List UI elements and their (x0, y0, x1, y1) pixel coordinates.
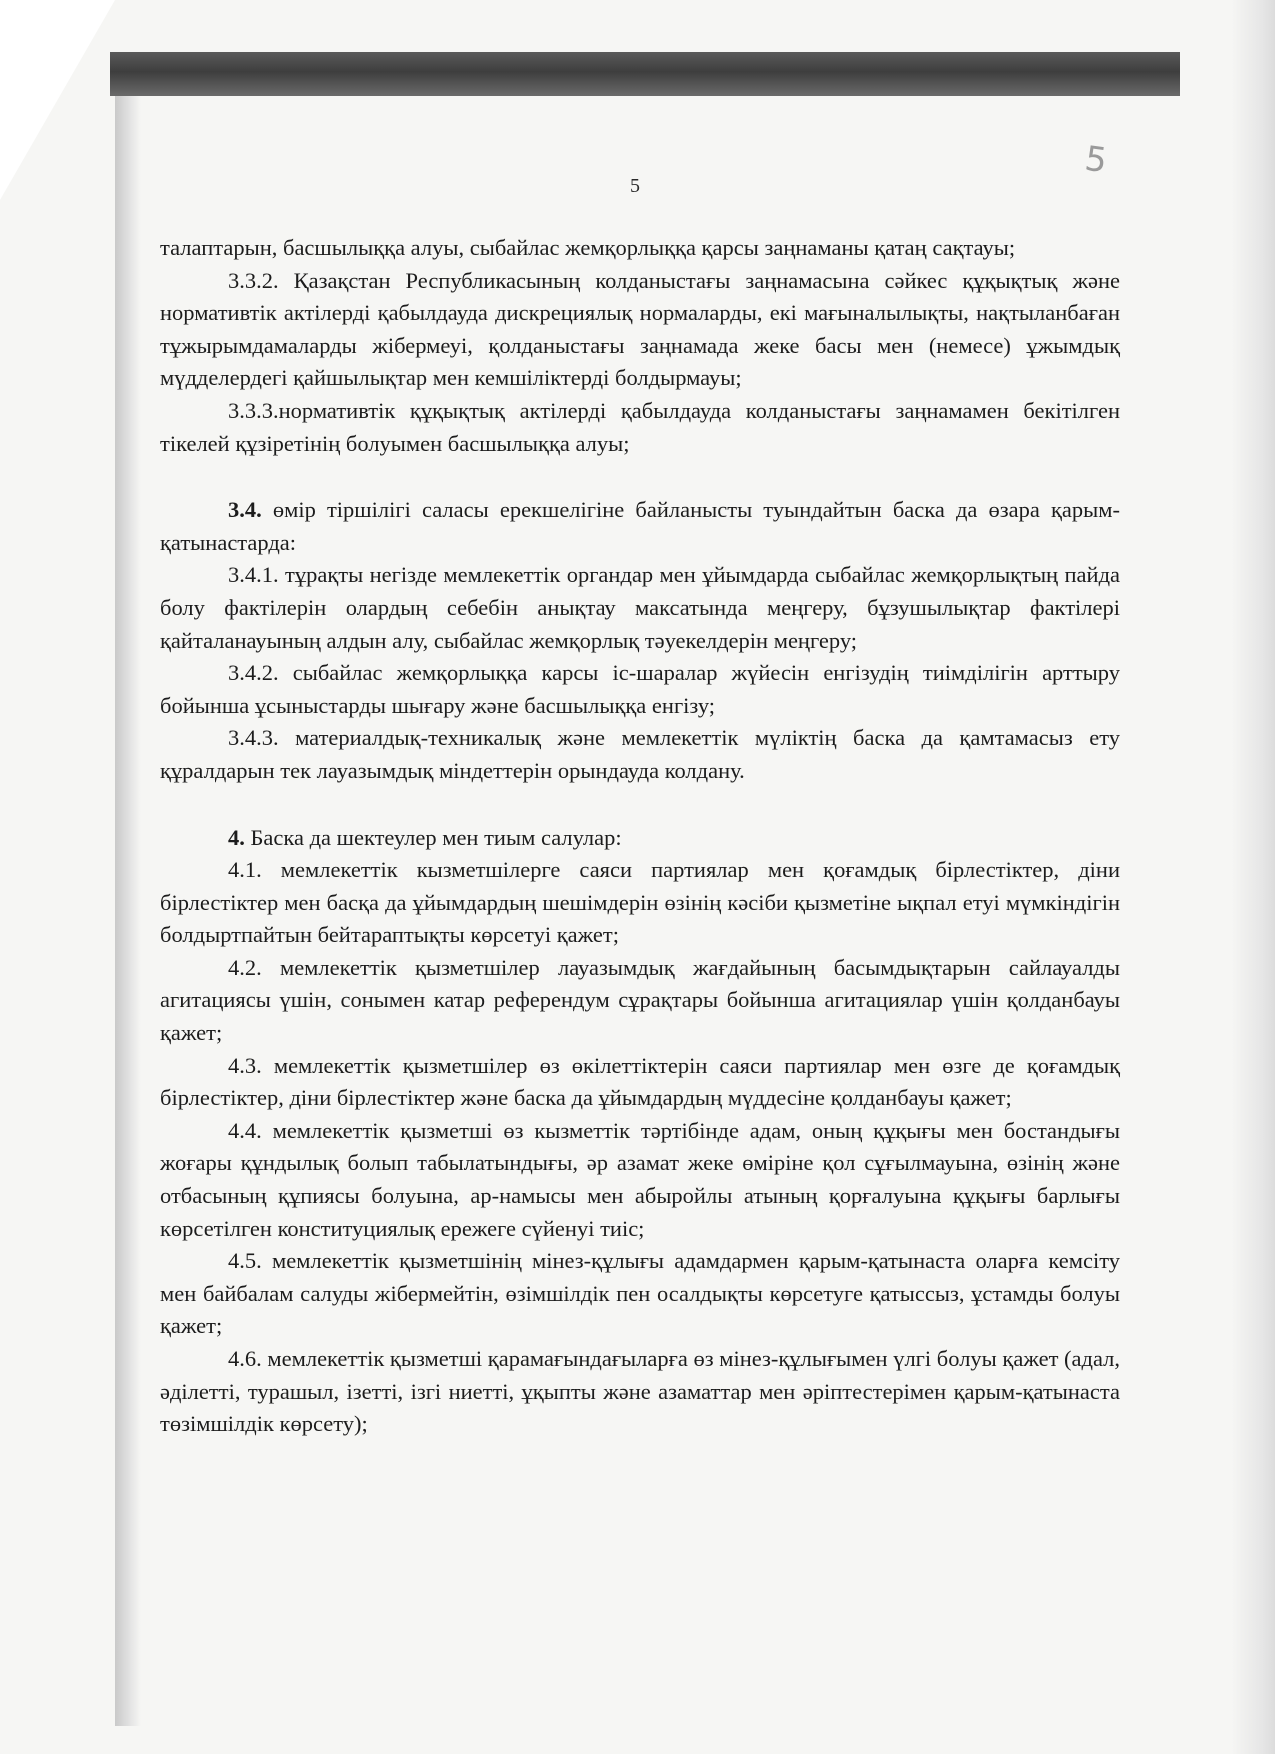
paragraph-text: 4.6. мемлекеттік қызметші қарамағындағыларға өз мінез-құлығымен үлгі болуы қажет (адал, әділетті, турашыл, ізетті, ізгі ниетті, ұқыпты және азаматтар мен әріптестерімен қарым-қатынаста төзімшілдік көрсету); (160, 1346, 1120, 1437)
paragraph-p12 (160, 1245, 1120, 1343)
page-corner-fold (0, 0, 115, 200)
paragraph-p9 (160, 952, 1120, 1050)
paragraph-text: 3.4.2. сыбайлас жемқорлыққа карсы іс-шаралар жүйесін енгізудің тиімділігін арттыру бойынша ұсыныстарды шығару және басшылыққа енгізу; (160, 660, 1120, 718)
paragraph-text: 3.3.3.нормативтік құқықтық актілерді қабылдауда колданыстағы заңнамамен бекітілген тікелей құзіретінің болуымен басшылыққа алуы; (160, 397, 1120, 456)
paragraph-p8 (160, 854, 1120, 952)
paragraph-text: талаптарын, басшылыққа алуы, сыбайлас жемқорлыққа қарсы заңнаманы қатаң сақтауы; (160, 235, 1016, 260)
paragraph-text: Баска да шектеулер мен тиым салулар: (244, 824, 622, 850)
scan-edge-bar (110, 52, 1180, 96)
paragraph-p5 (160, 657, 1120, 722)
binding-shadow (115, 96, 141, 1726)
paragraph-text: 4.3. мемлекеттік қызметшілер өз өкілеттіктерін саяси партиялар мен өзге де қоғамдық бірлестіктер, діни бірлестіктер және баска да ұйымдардың мүддесіне қолданбауы қажет; (160, 1052, 1120, 1111)
paragraph-p11 (160, 1115, 1120, 1245)
paragraph-text: 3.4.1. тұрақты негізде мемлекеттік органдар мен ұйымдарда сыбайлас жемқорлықтың пайда болу фактілерін олардың себебін анықтау максатында меңгеру, бұзушылықтар фактілері қайталанауының алдын алу, сыбайлас жемқорлық тәуекелдерін меңгеру; (160, 562, 1120, 653)
section-number: 4. (228, 824, 245, 850)
document-body (160, 232, 1120, 1441)
paragraph-text: өмір тіршілігі саласы ерекшелігіне байланысты туындайтын баска да өзара қарым-қатынастарда: (160, 497, 1120, 555)
paragraph-text: 4.5. мемлекеттік қызметшінің мінез-құлығы адамдармен қарым-қатынаста оларға кемсіту мен байбалам салуды жібермейтін, өзімшілдік пен осалдықты көрсетуге қатыссыз, ұстамды болуы қажет; (160, 1248, 1120, 1339)
paragraph-p6 (160, 722, 1120, 787)
paragraph-gap (160, 788, 1120, 822)
paragraph-gap (160, 460, 1120, 494)
paragraph-p4 (160, 559, 1120, 657)
paragraph-p1 (160, 265, 1120, 395)
paragraph-p0 (160, 232, 1120, 265)
paragraph-p3 (160, 494, 1120, 559)
page-right-edge (1231, 0, 1275, 1754)
paragraph-text: 3.4.3. материалдық-техникалық және мемлекеттік мүліктің баска да қамтамасыз ету құралдарын тек лауазымдық міндеттерін орындауда колдану. (160, 725, 1120, 783)
paragraph-p2 (160, 395, 1120, 460)
paragraph-text: 3.3.2. Қазақстан Республикасының колданыстағы заңнамасына сәйкес құқықтық және нормативтік актілерді қабылдауда дискрециялық нормаларды, екі мағыналылықты, нақтыланбаған тұжырымдамаларды жібермеуі, қолданыстағы заңнамада жеке басы мен (немесе) ұжымдық мүдделердегі қайшылықтар мен кемшіліктерді болдырмауы; (160, 267, 1120, 391)
page-number: 5 (630, 175, 640, 197)
paragraph-p7 (160, 822, 1120, 855)
paragraph-p10 (160, 1050, 1120, 1115)
paragraph-text: 4.4. мемлекеттік қызметші өз кызметтік тәртібінде адам, оның құқығы мен бостандығы жоғары құндылық болып табылатындығы, әр азамат жеке өміріне қол сұғылмауына, өзінің және отбасының құпиясы болуына, ар-намысы мен абыройлы атының қорғалуына құқығы барлығы көрсетілген конституциялық ережеге сүйенуі тиіс; (160, 1117, 1120, 1241)
section-number: 3.4. (228, 497, 262, 523)
paragraph-p13 (160, 1343, 1120, 1441)
handwritten-page-mark: 5 (1082, 138, 1110, 182)
paragraph-text: 4.2. мемлекеттік қызметшілер лауазымдық жағдайының басымдықтарын сайлауалды агитациясы үшін, сонымен катар референдум сұрақтары бойынша агитациялар үшін қолданбауы қажет; (160, 954, 1120, 1046)
paragraph-text: 4.1. мемлекеттік кызметшілерге саяси партиялар мен қоғамдық бірлестіктер, діни бірлестіктер мен басқа да ұйымдардың шешімдерін өзінің кәсіби қызметіне ықпал етуі мүмкіндігін болдыртпайтын бейтараптықты көрсетуі қажет; (160, 857, 1120, 948)
